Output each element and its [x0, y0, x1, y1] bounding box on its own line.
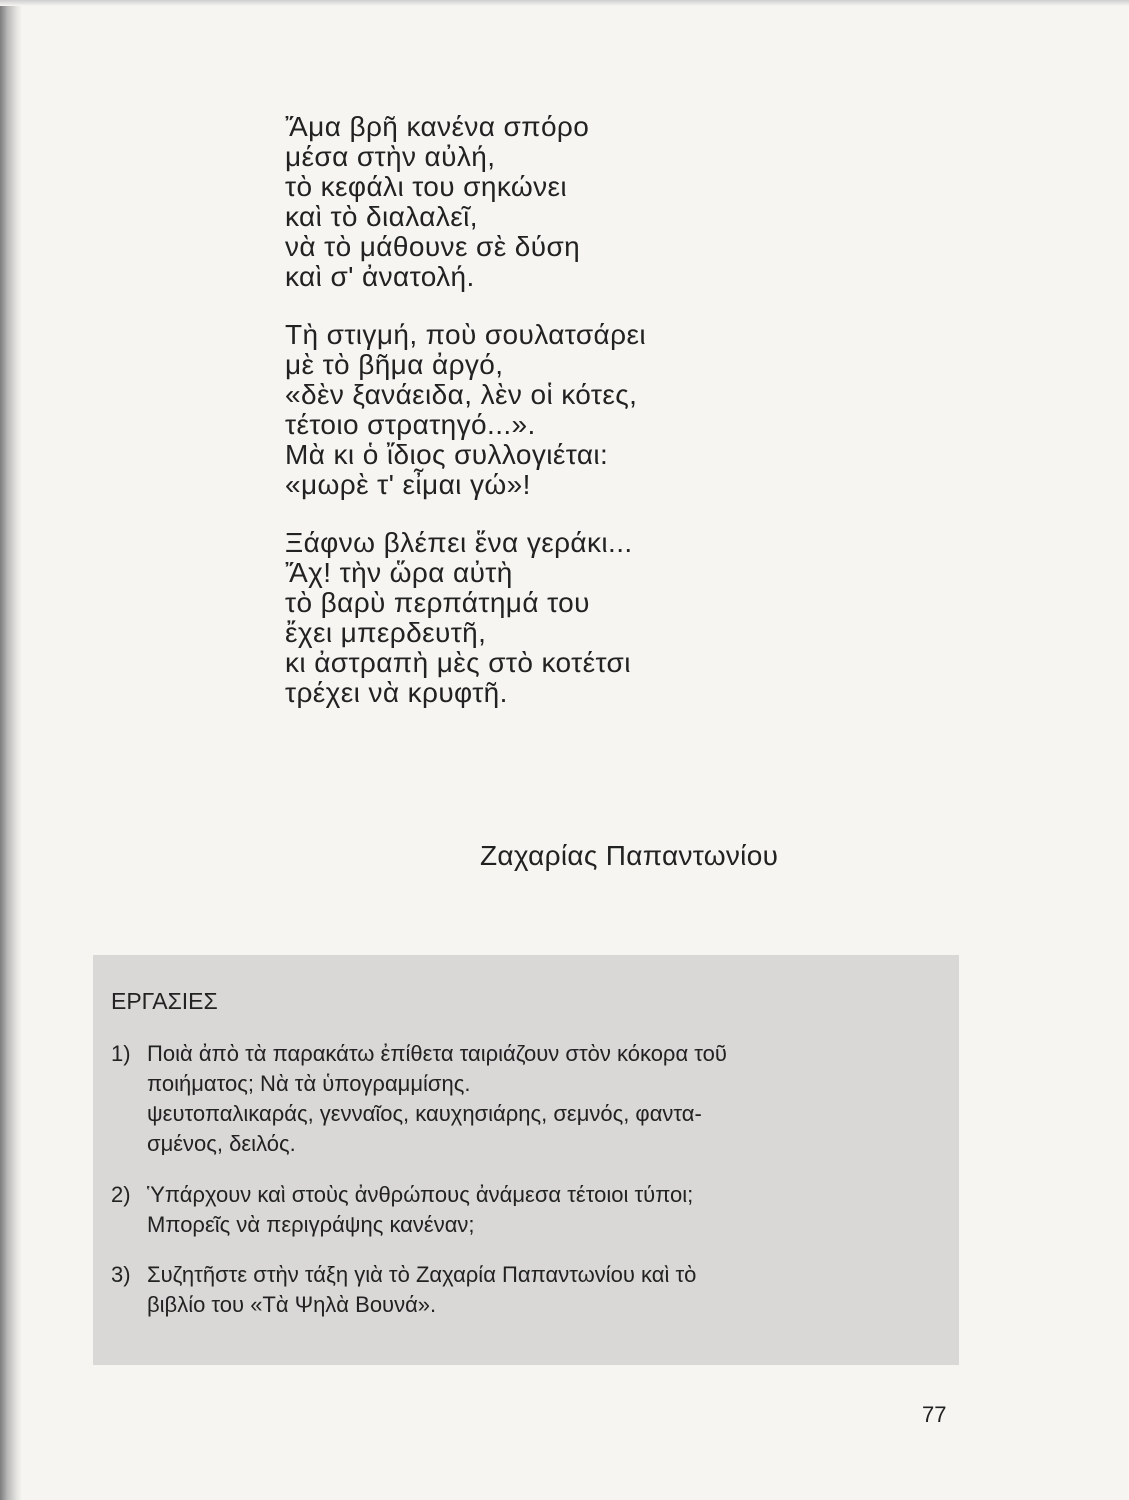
- poem-line: «μωρὲ τ' εἶμαι γώ»!: [285, 469, 531, 500]
- binding-shadow: [0, 0, 22, 1500]
- exercise-item-1: [111, 1039, 956, 1159]
- poem-line: τέτοιο στρατηγό...».: [285, 409, 536, 440]
- poem-line: Μὰ κι ὁ ἴδιος συλλογιέται:: [285, 439, 609, 470]
- exercise-line: Ποιὰ ἀπὸ τὰ παρακάτω ἐπίθετα ταιριάζουν στὸν κόκορα τοῦ: [147, 1041, 727, 1066]
- exercise-line: Συζητῆστε στὴν τάξη γιὰ τὸ Ζαχαρία Παπαντωνίου καὶ τὸ: [147, 1262, 697, 1287]
- exercise-line: ποιήματος; Νὰ τὰ ὑπογραμμίσης.: [147, 1071, 471, 1096]
- poem-line: ἔχει μπερδευτῆ,: [285, 617, 487, 648]
- exercise-line: ψευτοπαλικαράς, γενναῖος, καυχησιάρης, σεμνός, φαντα-: [147, 1101, 702, 1126]
- poem-line: μὲ τὸ βῆμα ἀργό,: [285, 349, 504, 380]
- exercises-section: [93, 955, 959, 1365]
- poem: [285, 112, 905, 736]
- exercise-line: Ὑπάρχουν καὶ στοὺς ἀνθρώπους ἀνάμεσα τέτοιοι τύποι;: [147, 1182, 694, 1207]
- exercise-line: βιβλίο του «Τὰ Ψηλὰ Βουνά».: [147, 1292, 437, 1317]
- poem-stanza-2: [285, 320, 905, 500]
- poem-stanza-1: [285, 112, 905, 292]
- poem-line: τρέχει νὰ κρυφτῆ.: [285, 677, 508, 708]
- exercise-item-2: [111, 1180, 956, 1240]
- poem-author: Ζαχαρίας Παπαντωνίου: [480, 840, 779, 871]
- poem-line: Ἄμα βρῆ κανένα σπόρο: [285, 111, 590, 142]
- exercises-title: ΕΡΓΑΣΙΕΣ: [111, 988, 218, 1014]
- poem-line: Ξάφνω βλέπει ἕνα γεράκι...: [285, 527, 633, 558]
- poem-stanza-3: [285, 528, 905, 708]
- poem-line: τὸ βαρὺ περπάτημά του: [285, 587, 590, 618]
- page-top-edge: [0, 0, 1129, 6]
- exercise-number: 1): [111, 1041, 131, 1066]
- poem-line: Τὴ στιγμή, ποὺ σουλατσάρει: [285, 319, 646, 350]
- poem-line: Ἄχ! τὴν ὥρα αὐτὴ: [285, 557, 513, 588]
- poem-line: μέσα στὴν αὐλή,: [285, 141, 496, 172]
- poem-line: καὶ τὸ διαλαλεῖ,: [285, 201, 478, 232]
- exercise-line: Μπορεῖς νὰ περιγράψης κανέναν;: [147, 1212, 475, 1237]
- poem-line: «δὲν ξανάειδα, λὲν οἱ κότες,: [285, 379, 638, 410]
- exercise-line: σμένος, δειλός.: [147, 1131, 296, 1156]
- poem-line: νὰ τὸ μάθουνε σὲ δύση: [285, 231, 581, 262]
- poem-line: κι ἀστραπὴ μὲς στὸ κοτέτσι: [285, 647, 631, 678]
- exercise-number: 2): [111, 1182, 131, 1207]
- exercise-number: 3): [111, 1262, 131, 1287]
- poem-line: τὸ κεφάλι του σηκώνει: [285, 171, 568, 202]
- poem-line: καὶ σ' ἀνατολή.: [285, 261, 475, 292]
- exercise-item-3: [111, 1260, 956, 1320]
- page-number: 77: [922, 1402, 947, 1427]
